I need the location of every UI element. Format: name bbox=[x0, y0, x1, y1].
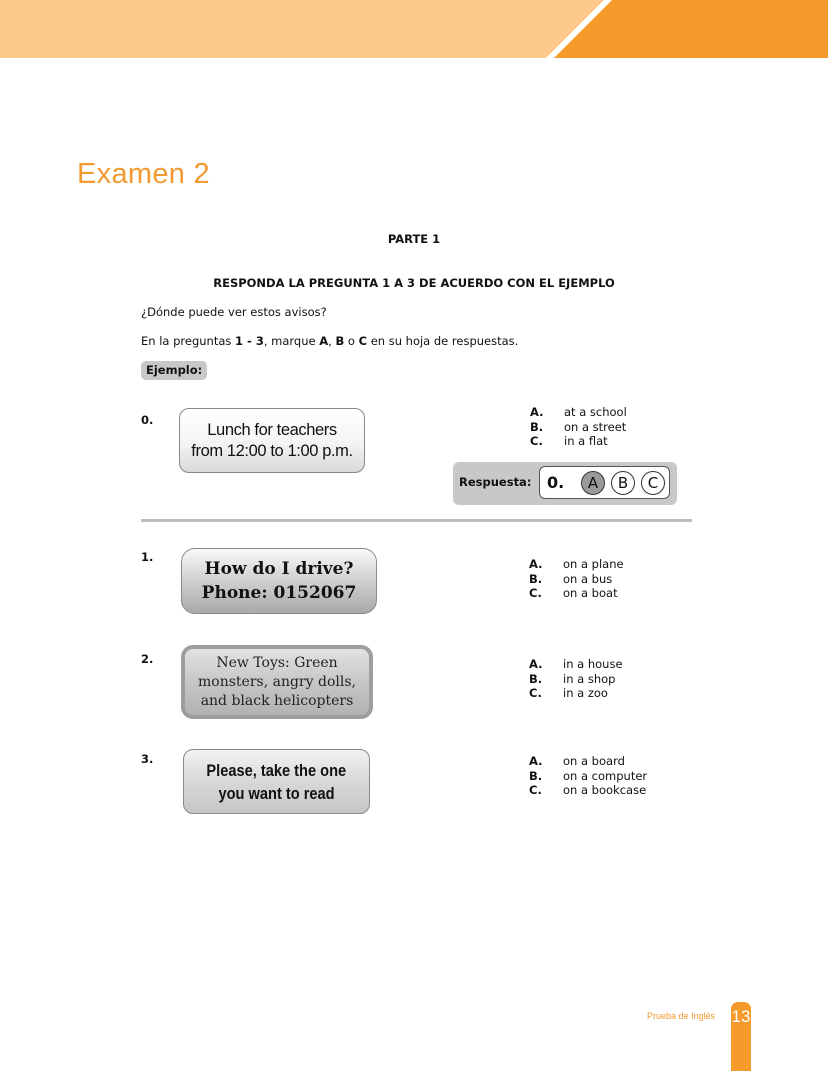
option-text: in a shop bbox=[563, 671, 616, 686]
option-letter: A. bbox=[529, 754, 543, 768]
instruction-text bbox=[141, 334, 518, 348]
sign-line: you want to read bbox=[218, 783, 335, 803]
instruction-option-c: C bbox=[358, 334, 368, 348]
page-number: 13 bbox=[731, 1002, 751, 1071]
option-letter: B. bbox=[529, 571, 543, 586]
option-text: on a computer bbox=[563, 768, 648, 783]
option-letter: C. bbox=[529, 686, 542, 700]
footer-text: Prueba de Inglés bbox=[647, 1011, 716, 1021]
answer-bubble-b[interactable]: B bbox=[611, 471, 635, 495]
option-a bbox=[529, 657, 623, 672]
option-text: on a board bbox=[563, 754, 625, 768]
option-c bbox=[529, 586, 624, 601]
option-c bbox=[529, 783, 647, 798]
option-letter: B. bbox=[529, 768, 543, 783]
option-b bbox=[529, 672, 623, 687]
sign-line: from 12:00 to 1:00 p.m. bbox=[191, 441, 353, 460]
instruction-part: En la preguntas bbox=[141, 334, 236, 348]
option-letter: A. bbox=[529, 657, 543, 671]
options-0 bbox=[530, 405, 627, 449]
option-text: on a street bbox=[564, 419, 627, 434]
option-letter: C. bbox=[530, 434, 543, 448]
options-3 bbox=[529, 754, 647, 798]
option-a bbox=[529, 557, 624, 572]
sign-2 bbox=[181, 645, 373, 719]
question-number: 0. bbox=[141, 413, 154, 427]
instruction-part: en su hoja de respuestas. bbox=[367, 334, 519, 348]
sign-0 bbox=[179, 408, 365, 473]
sign-line: How do I drive? bbox=[204, 559, 354, 579]
options-2 bbox=[529, 657, 623, 701]
option-letter: A. bbox=[529, 557, 543, 571]
option-text: at a school bbox=[564, 405, 627, 419]
option-a bbox=[530, 405, 627, 420]
option-text: in a zoo bbox=[563, 686, 608, 700]
sign-3 bbox=[183, 749, 370, 814]
instruction-option-a: A bbox=[319, 334, 329, 348]
option-b bbox=[529, 572, 624, 587]
sign-1 bbox=[181, 548, 377, 614]
page-title: Examen 2 bbox=[77, 158, 210, 190]
sign-line: and black helicopters bbox=[200, 692, 354, 709]
option-text: on a plane bbox=[563, 557, 624, 571]
option-b bbox=[530, 420, 627, 435]
option-c bbox=[530, 434, 627, 449]
answer-box bbox=[453, 462, 677, 505]
sign-line: Phone: 0152067 bbox=[201, 583, 357, 603]
instruction-part: o bbox=[344, 334, 359, 348]
instruction-heading: RESPONDA LA PREGUNTA 1 A 3 DE ACUERDO CON EL EJEMPLO bbox=[213, 276, 615, 290]
instruction-part: , bbox=[328, 334, 336, 348]
answer-sheet bbox=[539, 466, 670, 499]
option-letter: C. bbox=[529, 783, 542, 797]
sign-line: New Toys: Green bbox=[216, 654, 338, 671]
option-letter: B. bbox=[529, 671, 543, 686]
options-1 bbox=[529, 557, 624, 601]
question-number: 2. bbox=[141, 652, 154, 666]
question-prompt: ¿Dónde puede ver estos avisos? bbox=[141, 305, 327, 319]
answer-label: Respuesta: bbox=[459, 475, 532, 489]
option-text: in a house bbox=[563, 657, 623, 671]
question-number: 3. bbox=[141, 752, 154, 766]
option-text: on a bookcase bbox=[563, 783, 647, 797]
option-a bbox=[529, 754, 647, 769]
header-banner bbox=[0, 0, 828, 58]
option-letter: B. bbox=[530, 419, 544, 434]
option-letter: A. bbox=[530, 405, 544, 419]
sign-line: Lunch for teachers bbox=[207, 420, 337, 439]
option-c bbox=[529, 686, 623, 701]
instruction-range: 1 - 3 bbox=[235, 334, 264, 348]
option-b bbox=[529, 769, 647, 784]
answer-bubble-c[interactable]: C bbox=[641, 471, 665, 495]
question-number: 1. bbox=[141, 550, 154, 564]
sign-line: Please, take the one bbox=[206, 760, 347, 780]
option-letter: C. bbox=[529, 586, 542, 600]
answer-number: 0. bbox=[547, 473, 565, 492]
instruction-option-b: B bbox=[335, 334, 345, 348]
divider bbox=[141, 519, 692, 522]
option-text: in a flat bbox=[564, 434, 608, 448]
section-heading: PARTE 1 bbox=[387, 232, 441, 246]
option-text: on a bus bbox=[563, 571, 613, 586]
answer-bubble-a[interactable]: A bbox=[581, 471, 605, 495]
option-text: on a boat bbox=[563, 586, 618, 600]
example-label: Ejemplo: bbox=[141, 361, 207, 380]
instruction-part: , marque bbox=[263, 334, 320, 348]
sign-line: monsters, angry dolls, bbox=[198, 673, 356, 690]
